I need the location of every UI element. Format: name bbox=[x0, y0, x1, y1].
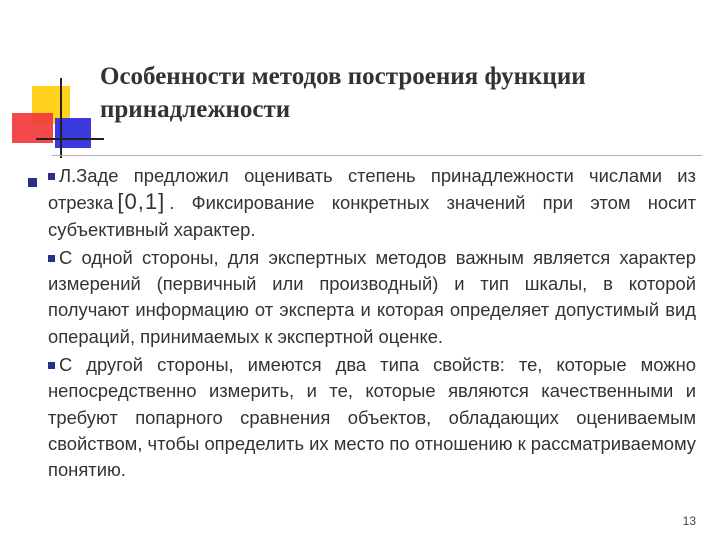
paragraph-2-text: С одной стороны, для экспертных методов важным является характер измерений (первичный или производный) и тип шкалы, в которой получают информацию от эксперта и которая определяет допустимый вид операций, принимаемых к экспертной оценке. bbox=[48, 246, 696, 347]
decor-vertical-line bbox=[60, 78, 62, 158]
paragraph-2 bbox=[48, 245, 696, 350]
slide-body bbox=[48, 163, 696, 486]
title-divider bbox=[52, 155, 702, 156]
paragraph-1 bbox=[48, 163, 696, 243]
slide-title bbox=[100, 60, 690, 126]
bullet-square-icon bbox=[48, 362, 55, 369]
decor-horizontal-line bbox=[36, 138, 104, 140]
slide-title-line-1: Особенности методов построения функции bbox=[100, 63, 586, 90]
bullet-square-icon bbox=[48, 255, 55, 262]
bullet-square-icon bbox=[48, 173, 55, 180]
paragraph-3-text: С другой стороны, имеются два типа свойств: те, которые можно непосредственно измерить, и те, которые являются качественными и требуют попарного сравнения объектов, обладающих оцениваемым свойством, чтобы определить их место по отношению к рассматриваемому понятию. bbox=[48, 354, 696, 481]
paragraph-1-text-end: . Фиксирование конкретных значений при этом носит субъективный характер. bbox=[48, 192, 696, 240]
paragraph-1-text-start: Л.Заде предложил оценивать степень принадлежности числами из отрезка bbox=[48, 165, 696, 214]
outer-bullet-icon bbox=[28, 178, 37, 187]
slide-title-line-2: принадлежности bbox=[100, 96, 291, 123]
interval-notation: [0,1] bbox=[117, 189, 166, 215]
paragraph-3 bbox=[48, 352, 696, 483]
page-number: 13 bbox=[682, 514, 696, 528]
